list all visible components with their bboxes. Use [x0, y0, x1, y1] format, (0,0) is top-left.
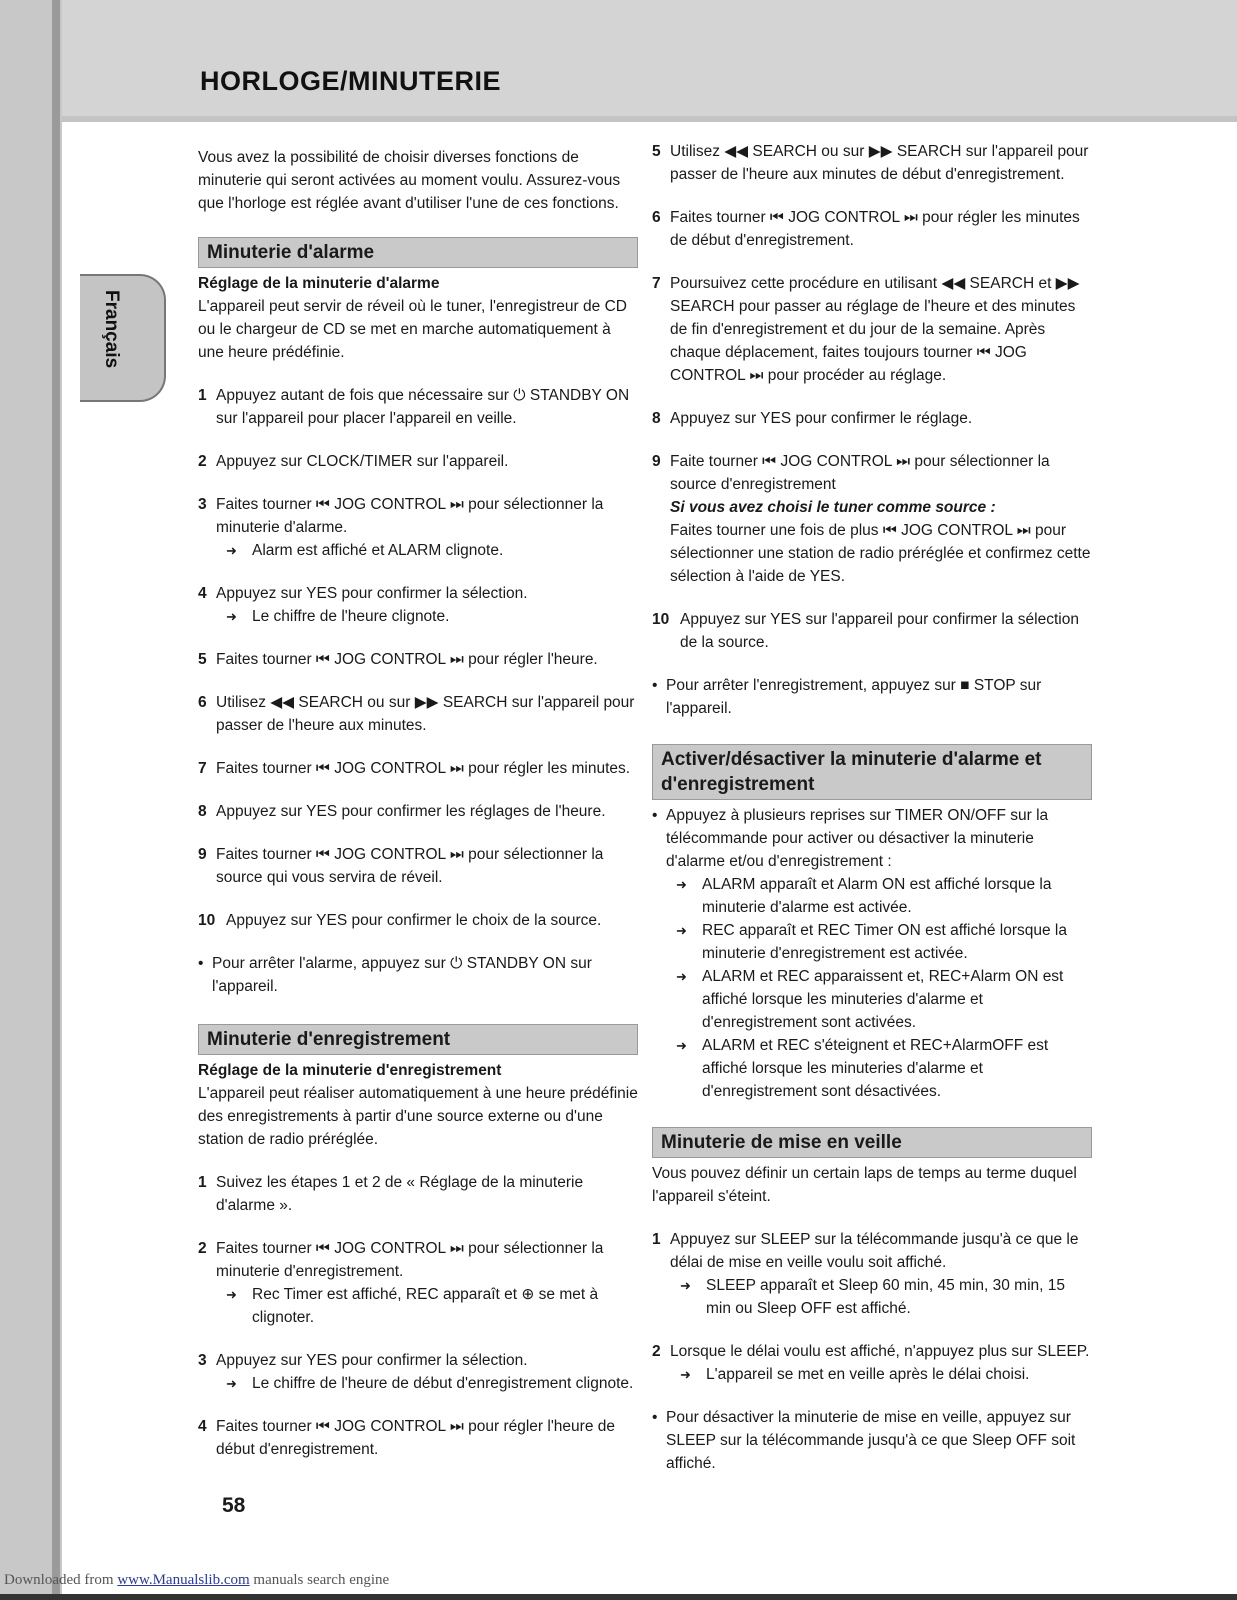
arrow-icon: ➜ — [680, 1278, 691, 1293]
footer — [4, 1572, 389, 1589]
rec-step: 10 Appuyez sur YES sur l'appareil pour confirmer la sélection de la source. — [652, 611, 1079, 651]
alarm-step: 7 Faites tourner ⏮ JOG CONTROL ⏭ pour régler les minutes. — [198, 760, 631, 777]
page-title: HORLOGE/MINUTERIE — [200, 66, 502, 96]
bottom-rule — [0, 1594, 1237, 1600]
tuner-note-text: Faites tourner une fois de plus ⏮ JOG CONTROL ⏭ pour sélectionner une station de radio préréglée et confirmez cette sélection à l'aide de YES. — [670, 522, 1091, 585]
rec-step-note: ➜ Le chiffre de l'heure de début d'enregistrement clignote. — [226, 1372, 638, 1395]
rec-step: 5 Utilisez ◀◀ SEARCH ou sur ▶▶ SEARCH sur l'appareil pour passer de l'heure aux minutes de début d'enregistrement. — [652, 143, 1089, 183]
sleep-bullet: • Pour désactiver la minuterie de mise en veille, appuyez sur SLEEP sur la télécommande jusqu'à ce que Sleep OFF soit affiché. — [652, 1409, 1076, 1472]
alarm-step: 5 Faites tourner ⏮ JOG CONTROL ⏭ pour régler l'heure. — [198, 651, 598, 668]
footer-suffix: manuals search engine — [249, 1572, 390, 1588]
header-band — [0, 0, 1237, 122]
arrow-icon: ➜ — [680, 1367, 691, 1382]
arrow-icon: ➜ — [226, 1287, 237, 1302]
toggle-note: ➜ REC apparaît et REC Timer ON est affiché lorsque la minuterie d'enregistrement est activée. — [676, 919, 1092, 965]
rec-step: 9 Faite tourner ⏮ JOG CONTROL ⏭ pour sélectionner la source d'enregistrement Si vous avez choisi le tuner comme source : Faites tourner une fois de plus ⏮ JOG CONTROL ⏭ pour sélectionner une station de radio préréglée et confirmez cette sélection à l'aide de YES. — [652, 450, 1092, 588]
toggle-note: ➜ ALARM apparaît et Alarm ON est affiché lorsque la minuterie d'alarme est activée. — [676, 873, 1092, 919]
toggle-note: ➜ ALARM et REC s'éteignent et REC+AlarmOFF est affiché lorsque les minuteries d'alarme et d'enregistrement sont désactivées. — [676, 1034, 1092, 1103]
left-column — [198, 146, 638, 1461]
arrow-icon: ➜ — [226, 609, 237, 624]
intro-text: Vous avez la possibilité de choisir diverses fonctions de minuterie qui seront activées au moment voulu. Assurez-vous que l'horloge est réglée avant d'utiliser l'une de ces fonctions. — [198, 149, 621, 212]
rec-step: 3 Appuyez sur YES pour confirmer la sélection. ➜ Le chiffre de l'heure de début d'enregistrement clignote. — [198, 1349, 638, 1395]
tuner-note-heading: Si vous avez choisi le tuner comme source : — [670, 499, 996, 516]
binding-edge — [0, 0, 62, 1600]
arrow-icon: ➜ — [226, 543, 237, 558]
alarm-step: 4 Appuyez sur YES pour confirmer la sélection. ➜ Le chiffre de l'heure clignote. — [198, 582, 638, 628]
rec-step: 8 Appuyez sur YES pour confirmer le réglage. — [652, 410, 973, 427]
alarm-step-note: ➜ Alarm est affiché et ALARM clignote. — [226, 539, 638, 562]
rec-step: 4 Faites tourner ⏮ JOG CONTROL ⏭ pour régler l'heure de début d'enregistrement. — [198, 1418, 615, 1458]
sleep-description: Vous pouvez définir un certain laps de temps au terme duquel l'appareil s'éteint. — [652, 1165, 1077, 1205]
sleep-step-note: ➜ L'appareil se met en veille après le délai choisi. — [680, 1363, 1092, 1386]
alarm-step: 1 Appuyez autant de fois que nécessaire sur ⏻ STANDBY ON sur l'appareil pour placer l'appareil en veille. — [198, 387, 630, 427]
sleep-step: 2 Lorsque le délai voulu est affiché, n'appuyez plus sur SLEEP. ➜ L'appareil se met en veille après le délai choisi. — [652, 1340, 1092, 1386]
rec-bullet: • Pour arrêter l'enregistrement, appuyez sur ■ STOP sur l'appareil. — [652, 677, 1042, 717]
rec-step: 2 Faites tourner ⏮ JOG CONTROL ⏭ pour sélectionner la minuterie d'enregistrement. ➜ Rec Timer est affiché, REC apparaît et ⊕ se met à clignoter. — [198, 1237, 638, 1329]
alarm-step: 9 Faites tourner ⏮ JOG CONTROL ⏭ pour sélectionner la source qui vous servira de réveil. — [198, 846, 604, 886]
language-tab-label: Français — [101, 290, 122, 369]
alarm-step: 10 Appuyez sur YES pour confirmer le choix de la source. — [198, 912, 602, 929]
rec-step: 7 Poursuivez cette procédure en utilisant ◀◀ SEARCH et ▶▶ SEARCH pour passer au réglage de l'heure et des minutes de fin d'enregistrement et du jour de la semaine. Après chaque déplacement, faites toujours tourner ⏮ JOG CONTROL ⏭ pour procéder au réglage. — [652, 275, 1080, 384]
arrow-icon: ➜ — [676, 923, 687, 938]
page-number: 58 — [222, 1494, 246, 1517]
arrow-icon: ➜ — [676, 1038, 687, 1053]
footer-link[interactable]: www.Manualslib.com — [117, 1572, 250, 1588]
alarm-section-heading: Minuterie d'alarme — [198, 237, 638, 268]
alarm-step: 2 Appuyez sur CLOCK/TIMER sur l'appareil. — [198, 453, 509, 470]
right-column — [652, 140, 1092, 1475]
arrow-icon: ➜ — [226, 1376, 237, 1391]
rec-description: L'appareil peut réaliser automatiquement à une heure prédéfinie des enregistrements à partir d'une source externe ou d'une station de radio préréglée. — [198, 1085, 638, 1148]
sleep-step: 1 Appuyez sur SLEEP sur la télécommande jusqu'à ce que le délai de mise en veille voulu soit affiché. ➜ SLEEP apparaît et Sleep 60 min, 45 min, 30 min, 15 min ou Sleep OFF est affiché. — [652, 1228, 1092, 1320]
toggle-bullet: • Appuyez à plusieurs reprises sur TIMER ON/OFF sur la télécommande pour activer ou désactiver la minuterie d'alarme et/ou d'enregistrement : ➜ ALARM apparaît et Alarm ON est affiché lorsque la minuterie d'alarme est activée. ➜ REC apparaît et REC Timer ON est affiché lorsque la minuterie d'enregistrement est activée. ➜ ALARM et REC apparaissent et, REC+Alarm ON est affiché lorsque les minuteries d'alarme et d'enregistrement sont activées. ➜ ALARM et REC s'éteignent et REC+AlarmOFF est affiché lorsque les minuteries d'alarme et d'enregistrement sont désactivées. — [652, 804, 1092, 1103]
rec-section-heading: Minuterie d'enregistrement — [198, 1024, 638, 1055]
alarm-step: 8 Appuyez sur YES pour confirmer les réglages de l'heure. — [198, 803, 606, 820]
sleep-step-note: ➜ SLEEP apparaît et Sleep 60 min, 45 min, 30 min, 15 min ou Sleep OFF est affiché. — [680, 1274, 1092, 1320]
rec-step: 1 Suivez les étapes 1 et 2 de « Réglage de la minuterie d'alarme ». — [198, 1174, 584, 1214]
language-tab — [80, 274, 166, 402]
rec-subheading: Réglage de la minuterie d'enregistrement — [198, 1062, 502, 1079]
toggle-section-heading: Activer/désactiver la minuterie d'alarme et d'enregistrement — [652, 744, 1092, 800]
arrow-icon: ➜ — [676, 877, 687, 892]
footer-prefix: Downloaded from — [4, 1572, 118, 1588]
alarm-step: 6 Utilisez ◀◀ SEARCH ou sur ▶▶ SEARCH sur l'appareil pour passer de l'heure aux minutes. — [198, 694, 635, 734]
alarm-description: L'appareil peut servir de réveil où le tuner, l'enregistreur de CD ou le chargeur de CD se met en marche automatiquement à une heure prédéfinie. — [198, 298, 627, 361]
toggle-note: ➜ ALARM et REC apparaissent et, REC+Alarm ON est affiché lorsque les minuteries d'alarme et d'enregistrement sont activées. — [676, 965, 1092, 1034]
arrow-icon: ➜ — [676, 969, 687, 984]
alarm-step: 3 Faites tourner ⏮ JOG CONTROL ⏭ pour sélectionner la minuterie d'alarme. ➜ Alarm est affiché et ALARM clignote. — [198, 493, 638, 562]
rec-step: 6 Faites tourner ⏮ JOG CONTROL ⏭ pour régler les minutes de début d'enregistrement. — [652, 209, 1080, 249]
sleep-section-heading: Minuterie de mise en veille — [652, 1127, 1092, 1158]
alarm-step-note: ➜ Le chiffre de l'heure clignote. — [226, 605, 638, 628]
alarm-subheading: Réglage de la minuterie d'alarme — [198, 275, 440, 292]
alarm-bullet: • Pour arrêter l'alarme, appuyez sur ⏻ STANDBY ON sur l'appareil. — [198, 955, 592, 995]
rec-step-note: ➜ Rec Timer est affiché, REC apparaît et ⊕ se met à clignoter. — [226, 1283, 638, 1329]
